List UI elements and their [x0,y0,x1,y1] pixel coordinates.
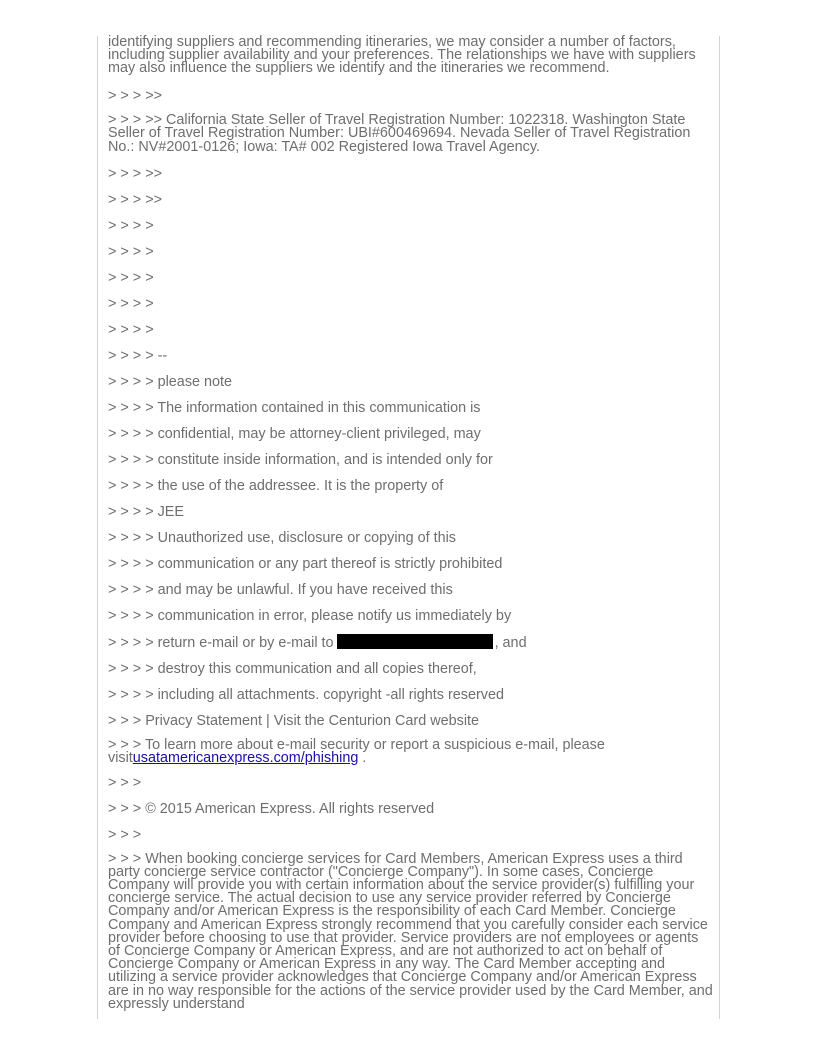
notice-line: > > > > Unauthorized use, disclosure or copying of this [108,530,456,547]
notice-line-text: > > > > return e-mail or by e-mail to [108,635,334,652]
notice-line-text: , and [494,635,527,652]
email-security-paragraph [108,739,714,765]
notice-line-redacted-email [108,634,714,652]
quote-line: > > > [108,774,142,791]
copyright-line: > > > © 2015 American Express. All rights reserved [108,800,435,817]
quote-line: > > > > [108,322,154,339]
quote-line: > > > > [108,218,154,235]
quote-line: > > > > [108,244,154,261]
left-border-rule [97,36,98,1019]
redacted-email-bar [337,634,493,649]
notice-line: > > > > communication or any part thereof is strictly prohibited [108,556,503,573]
notice-line: > > > > the use of the addressee. It is the property of [108,478,444,495]
notice-line: > > > > JEE [108,504,185,521]
quote-line: > > > > [108,296,154,313]
email-body [108,36,714,1011]
notice-line: > > > > and may be unlawful. If you have received this [108,582,453,599]
notice-line: > > > > please note [108,374,233,391]
quote-line: > > > >> [108,88,163,105]
quote-line: > > > > [108,270,154,287]
travel-registration-paragraph: > > > >> California State Seller of Travel Registration Number: 1022318. Washington State Seller of Travel Registration Number: UBI#600469694. Nevada Seller of Travel Registration No.: NV#2001-0126; Iowa: TA# 002 Registered Iowa Travel Agency. [108,112,691,155]
quote-line: > > > [108,826,142,843]
concierge-disclaimer-paragraph: > > > When booking concierge services for Card Members, American Express uses a third party concierge service contractor ("Concierge Company"). In some cases, Concierge Company will provide you with certain information about the service provider(s) fulfilling your concierge service. The actual decision to use any service provider referred by Concierge Company and/or American Express is the responsibility of each Card Member. Concierge Company and American Express strongly recommend that you carefully consider each service provider before choosing to use that provider. Service providers are not employees or agents of Concierge Company or American Express, and are not authorized to act on behalf of Concierge Company or American Express in any way. The Card Member accepting and utilizing a service provider acknowledges that Concierge Company and/or American Express are in no way responsible for the actions of the service provider used by the Card Member, and expressly understand [108,850,713,1012]
signature-separator: > > > > -- [108,348,168,365]
notice-line: > > > > constitute inside information, and is intended only for [108,452,493,469]
security-text: > > > To learn more about e-mail security or report a suspicious e-mail, please visit [108,737,605,767]
phishing-link[interactable]: usatamericanexpress.com/phishing [132,750,359,767]
notice-line: > > > > destroy this communication and all copies thereof, [108,661,477,678]
quote-line: > > > >> [108,166,163,183]
notice-line: > > > > confidential, may be attorney-client privileged, may [108,426,481,443]
quote-line: > > > >> [108,192,163,209]
right-border-rule [719,36,720,1019]
notice-line: > > > > including all attachments. copyright -all rights reserved [108,687,504,704]
intro-paragraph: identifying suppliers and recommending itineraries, we may consider a number of factors, including supplier availability and your preferences. The relationships we have with suppliers may also influence the suppliers we identify and the itineraries we recommend. [108,34,696,77]
notice-line: > > > > communication in error, please notify us immediately by [108,608,512,625]
notice-line: > > > > The information contained in this communication is [108,400,481,417]
security-text-end: . [358,750,367,767]
privacy-statement-line: > > > Privacy Statement | Visit the Centurion Card website [108,713,480,730]
